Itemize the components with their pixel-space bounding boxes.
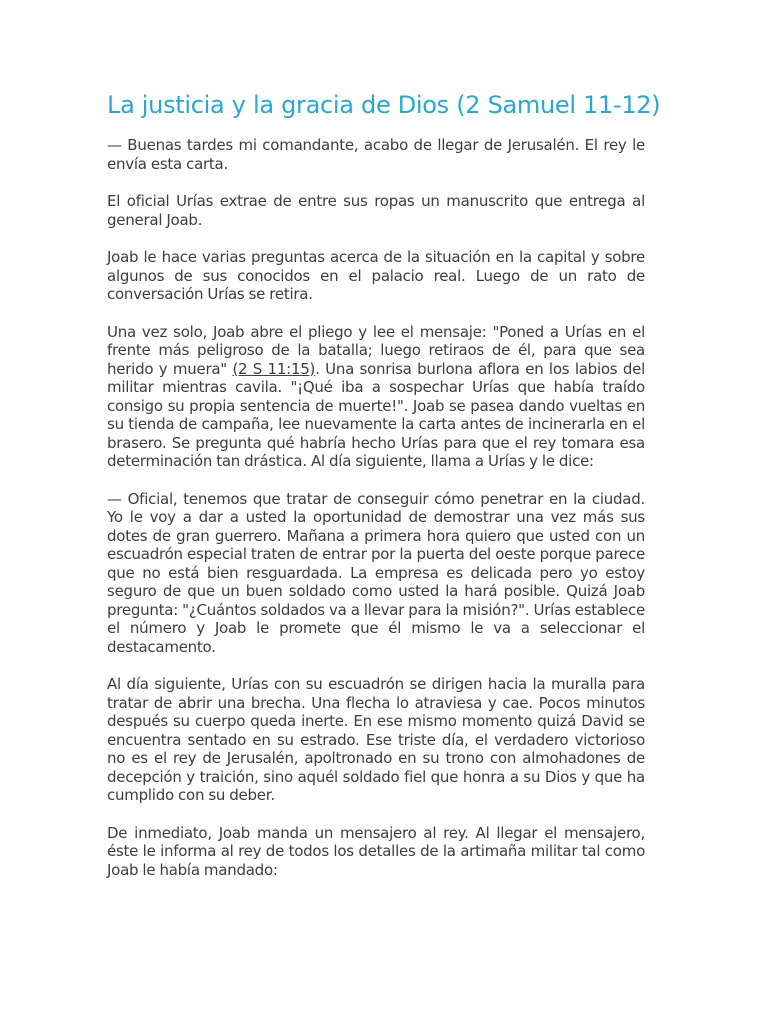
paragraph-4 bbox=[107, 323, 645, 471]
paragraph-7: De inmediato, Joab manda un mensajero al rey. Al llegar el mensajero, éste le informa al rey de todos los detalles de la artimaña militar tal como Joab le había mandado: bbox=[107, 823, 645, 879]
paragraph-4-text-after: . Una sonrisa burlona aflora en los labios del militar mientras cavila. "¡Qué iba a sospechar Urías que había traído consigo su propia sentencia de muerte!". Joab se pasea dando vueltas en su tienda de campaña, lee nuevamente la carta antes de incinerarla en el brasero. Se pregunta qué habría hecho Urías para que el rey tomara esa determinación tan drástica. Al día siguiente, llama a Urías y le dice: bbox=[107, 359, 646, 470]
paragraph-3: Joab le hace varias preguntas acerca de la situación en la capital y sobre algunos de sus conocidos en el palacio real. Luego de un rato de conversación Urías se retira. bbox=[107, 248, 645, 303]
paragraph-5: — Oficial, tenemos que tratar de conseguir cómo penetrar en la ciudad. Yo le voy a dar a usted la oportunidad de demostrar una vez más sus dotes de gran guerrero. Mañana a primera hora quiero que usted con un escuadrón especial traten de entrar por la puerta del oeste porque parece que no está bien resguardada. La empresa es delicada pero yo estoy seguro de que un buen soldado como usted la hará posible. Quizá Joab pregunta: "¿Cuántos soldados va a llevar para la misión?". Urías establece el número y Joab le promete que él mismo le va a seleccionar el destacamento. bbox=[107, 489, 645, 656]
paragraph-2: El oficial Urías extrae de entre sus ropas un manuscrito que entrega al general Joab. bbox=[107, 192, 645, 229]
page-title: La justicia y la gracia de Dios (2 Samuel 11-12) bbox=[107, 91, 661, 119]
paragraph-4-text-before: Una vez solo, Joab abre el pliego y lee el mensaje: "Poned a Urías en el frente más peligroso de la batalla; luego retiraos de él, para que sea herido y muera" bbox=[107, 322, 645, 378]
document-page bbox=[107, 88, 661, 898]
paragraph-6: Al día siguiente, Urías con su escuadrón se dirigen hacia la muralla para tratar de abrir una brecha. Una flecha lo atraviesa y cae. Pocos minutos después su cuerpo queda inerte. En ese mismo momento quizá David se encuentra sentado en su estrado. Ese triste día, el verdadero victorioso no es el rey de Jerusalén, apoltronado en su trono con almohadones de decepción y traición, sino aquél soldado fiel que honra a su Dios y que ha cumplido con su deber. bbox=[107, 675, 645, 804]
scripture-reference-link[interactable]: (2 S 11:15) bbox=[232, 359, 316, 378]
paragraph-1: — Buenas tardes mi comandante, acabo de llegar de Jerusalén. El rey le envía esta carta. bbox=[107, 136, 645, 173]
